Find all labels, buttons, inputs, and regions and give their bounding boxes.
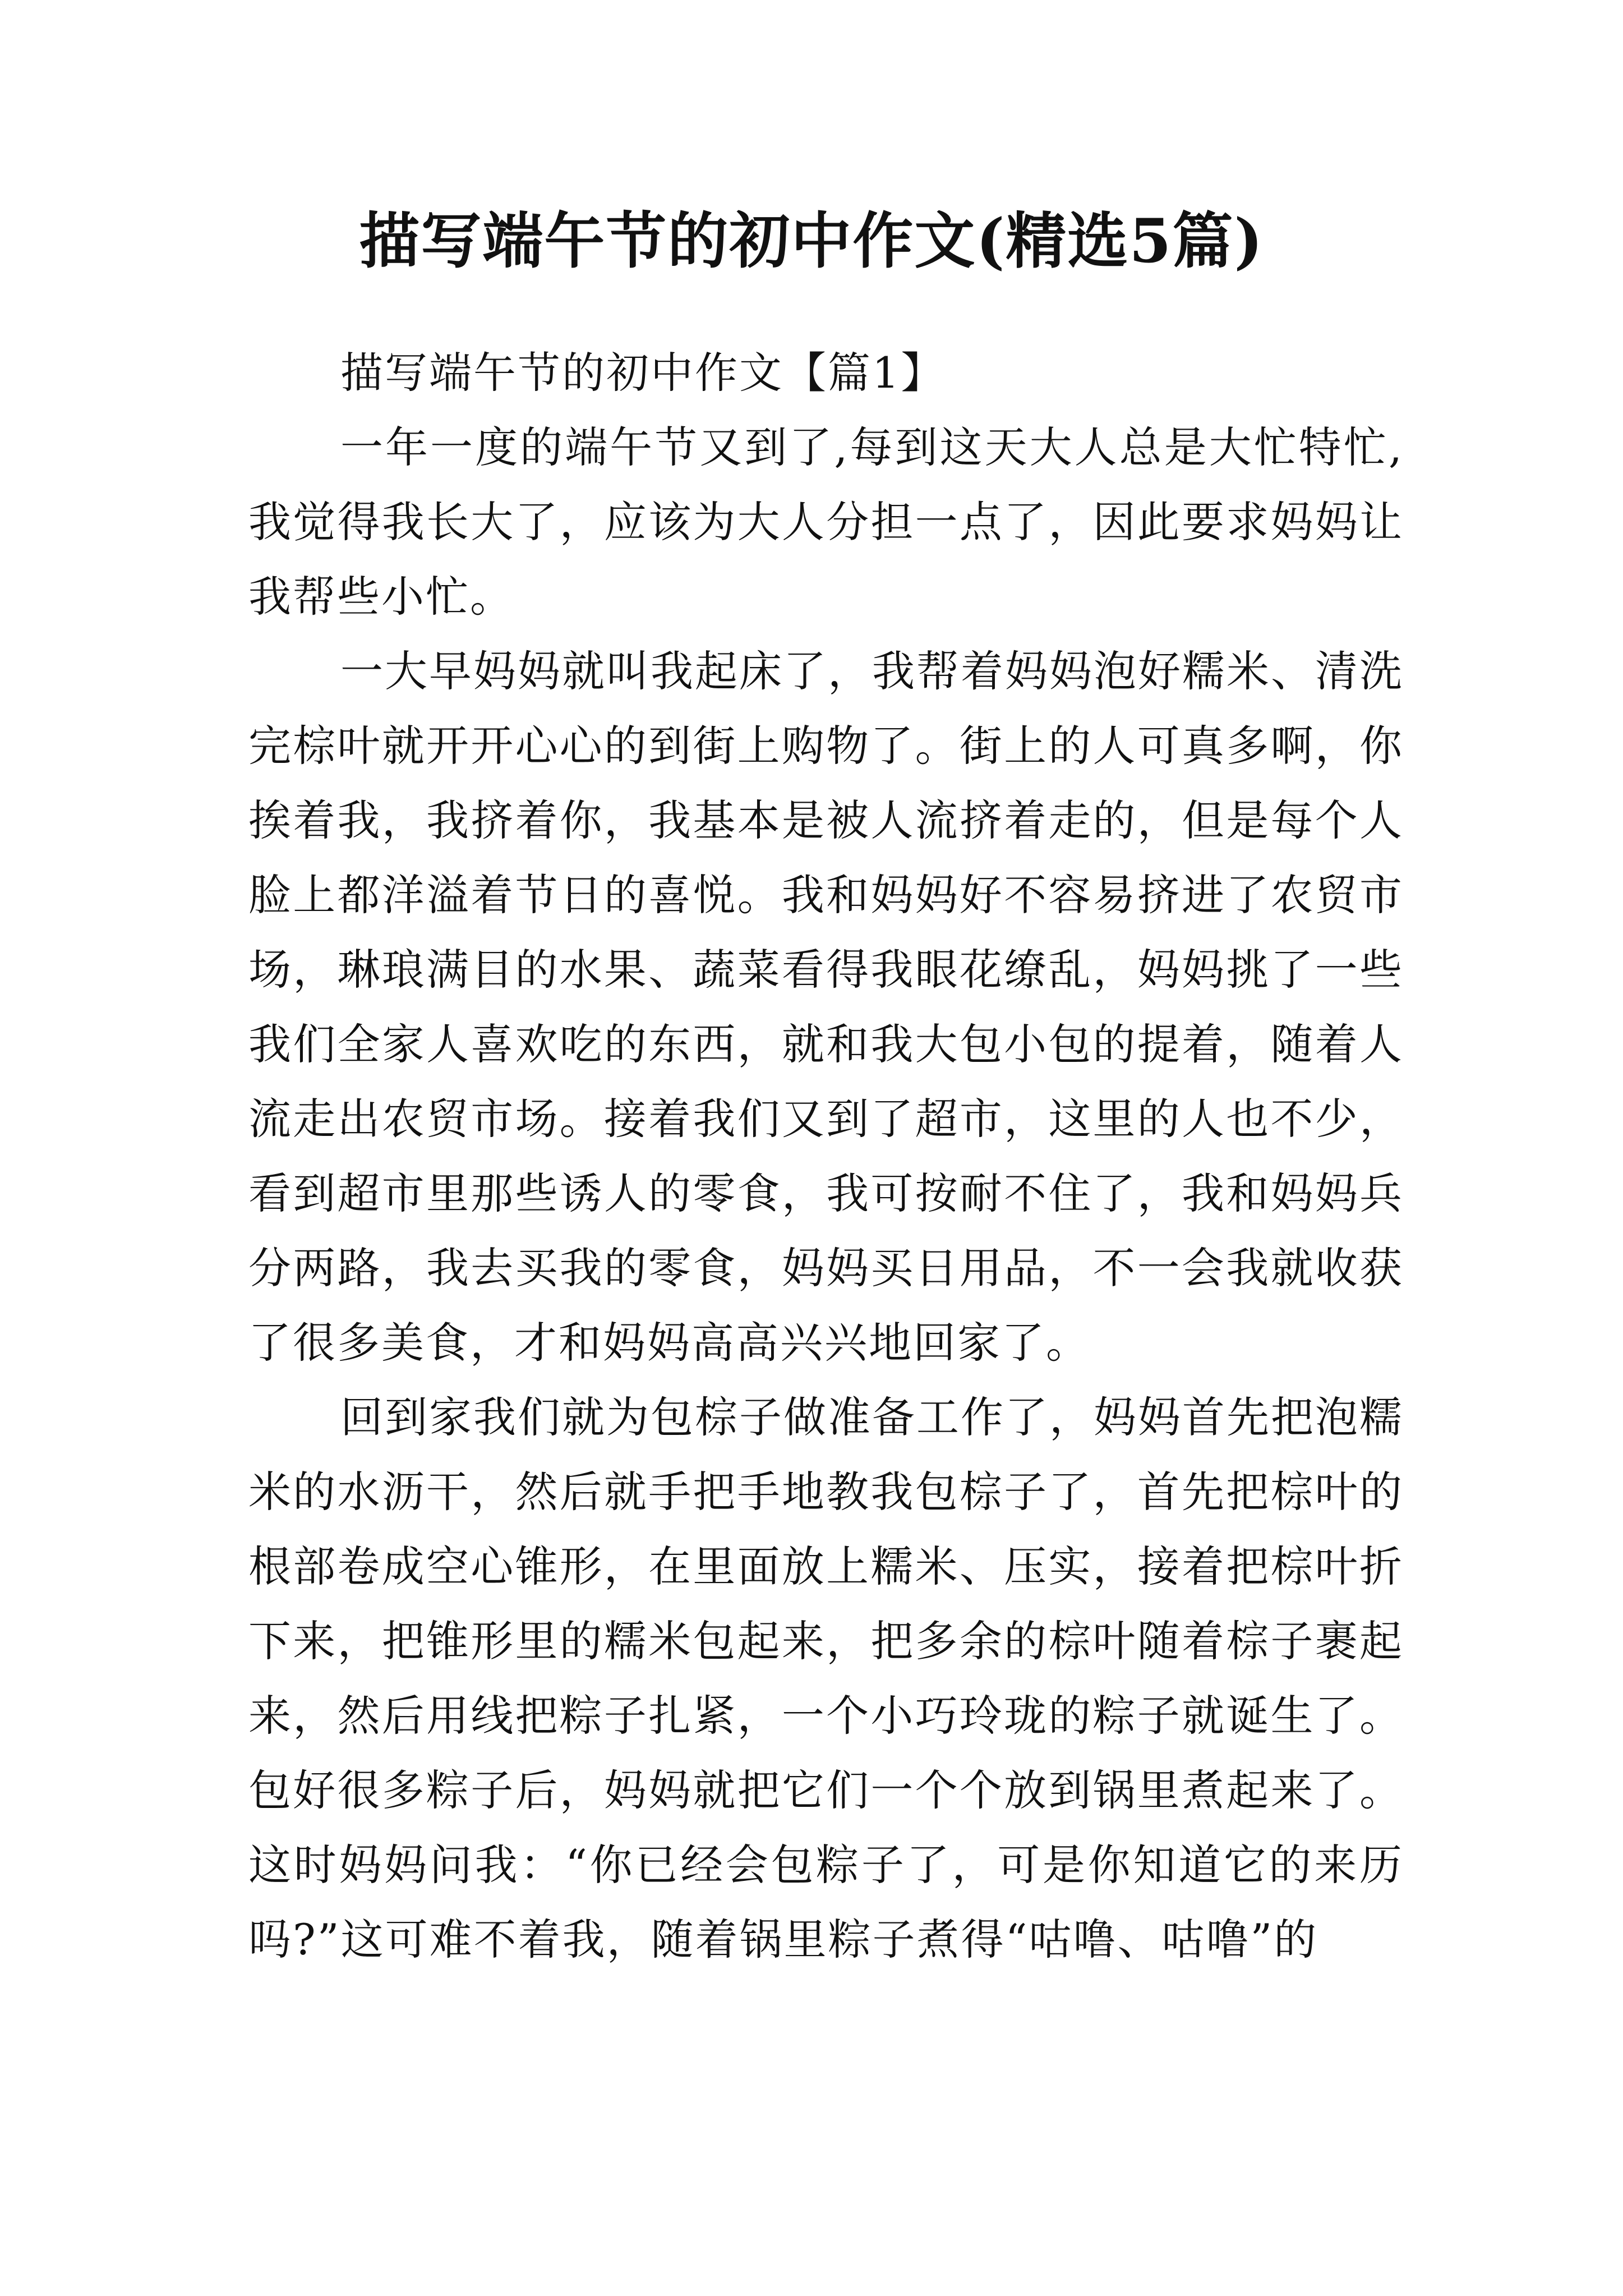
- section-heading: 描写端午节的初中作文【篇1】: [340, 348, 946, 398]
- paragraph-2: 一大早妈妈就叫我起床了，我帮着妈妈泡好糯米、清洗完棕叶就开开心心的到街上购物了。街上的人可真多啊，你挨着我，我挤着你，我基本是被人流挤着走的，但是每个人脸上都洋溢着节日的喜悦。我和妈妈好不容易挤进了农贸市场，琳琅满目的水果、蔬菜看得我眼花缭乱，妈妈挑了一些我们全家人喜欢吃的东西，就和我大包小包的提着，随着人流走出农贸市场。接着我们又到了超市，这里的人也不少，看到超市里那些诱人的零食，我可按耐不住了，我和妈妈兵分两路，我去买我的零食，妈妈买日用品，不一会我就收获了很多美食，才和妈妈高高兴兴地回家了。: [248, 646, 1404, 1368]
- paragraph-3: 回到家我们就为包棕子做准备工作了，妈妈首先把泡糯米的水沥干，然后就手把手地教我包棕子了，首先把棕叶的根部卷成空心锥形，在里面放上糯米、压实，接着把棕叶折下来，把锥形里的糯米包起来，把多余的棕叶随着棕子裹起来，然后用线把粽子扎紧，一个小巧玲珑的粽子就诞生了。包好很多粽子后，妈妈就把它们一个个放到锅里煮起来了。这时妈妈问我：“你已经会包粽子了，可是你知道它的来历吗?”这可难不着我，随着锅里粽子煮得“咕噜、咕噜”的: [248, 1392, 1404, 1964]
- paragraph-1: 一年一度的端午节又到了,每到这天大人总是大忙特忙,我觉得我长大了，应该为大人分担一点了，因此要求妈妈让我帮些小忙。: [248, 422, 1404, 622]
- document-title: 描写端午节的初中作文(精选5篇): [359, 206, 1264, 277]
- document-body: [248, 335, 1404, 1977]
